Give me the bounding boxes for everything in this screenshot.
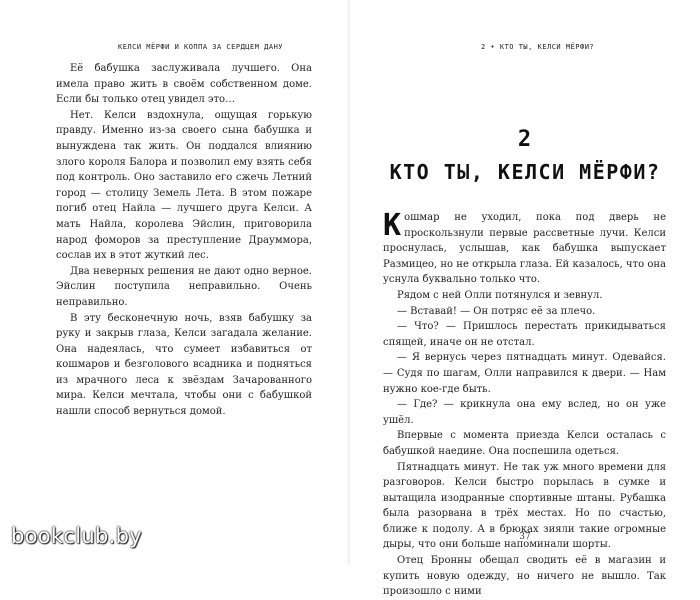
- paragraph: Нет. Келси вздохнула, ощущая горькую правду. Именно из-за своего сына бабушка и вынуждена так жить. Он поддался влиянию злого короля Балора и позволил ему взять себя под контроль. Оно заставило его сжечь Летний город — столицу Земель Лета. В этом пожаре погиб отец Найла — лучшего друга Келси. А мать Найла, королева Эйслин, приговорила народ фоморов за преступление Драуммора, сослав их в этот жуткий лес.: [56, 109, 312, 262]
- paragraph: Рядом с ней Олли потянулся и зевнул.: [397, 289, 603, 301]
- page-number: 37: [519, 532, 531, 542]
- paragraph: Два неверных решения не дают одно верное. Эйслин поступила неправильно. Очень неправильно.: [56, 265, 312, 308]
- paragraph: Пятнадцать минут. Не так уж много времени для разговоров. Келси быстро порылась в сумке и вытащила изодранные спортивные штаны. Рубашка была разорвана в трёх местах. Но по счастью, ближе к подолу. А в брюках зияли такие огромные дыры, что они больше напоминали шорты.: [383, 461, 666, 551]
- paragraph: Отец Бронны обещал сводить её в магазин и купить новую одежду, но ничего не вышло. Так произошло с ними: [383, 555, 666, 598]
- left-page: [0, 0, 350, 565]
- first-paragraph-text: ошмар не уходил, пока под дверь не проскользнули первые рассветные лучи. Келси проснулась, услышав, как бабушка выпускает Размицео, но не открыла глаза. Ей казалось, что она уснула буквально только что.: [383, 212, 666, 286]
- running-head-left: КЕЛСИ МЁРФИ И КОППА ЗА СЕРДЦЕМ ДАНУ: [118, 43, 284, 51]
- paragraph: Впервые с момента приезда Келси осталась с бабушкой наедине. Она поспешила одеться.: [383, 430, 666, 457]
- first-paragraph: [383, 210, 666, 288]
- paragraph: Её бабушка заслуживала лучшего. Она имела право жить в своём собственном доме. Если бы только отец увидел это…: [56, 63, 312, 106]
- running-head-right: 2 • КТО ТЫ, КЕЛСИ МЁРФИ?: [481, 43, 595, 51]
- paragraph: — Где? — крикнула она ему вслед, но он уже ушёл.: [383, 399, 666, 426]
- paragraph: — Что? — Пришлось перестать прикидываться спящей, иначе он не отстал.: [383, 321, 666, 348]
- paragraph: — Вставай! — Он потряс её за плечо.: [397, 305, 596, 317]
- paragraph: В эту бесконечную ночь, взяв бабушку за руку и закрыв глаза, Келси загадала желание. Она надеялась, что сумеет избавиться от кошмаров и безголового всадника и подняться из мрачного леса к звёздам Зачарованного мира. Келси мечтала, чтобы они с бабушкой нашли способ вернуться домой.: [56, 312, 312, 418]
- right-page: [350, 0, 700, 598]
- drop-cap: К: [383, 208, 402, 243]
- site-watermark: bookclub.by: [11, 524, 142, 548]
- chapter-title: КТО ТЫ, КЕЛСИ МЁРФИ?: [389, 160, 661, 184]
- paragraph: — Я вернусь через пятнадцать минут. Одевайся. — Судя по шагам, Олли направился к двери. — Нам нужно кое-где быть.: [383, 352, 666, 395]
- left-page-text: [56, 61, 312, 420]
- chapter-number: 2: [517, 127, 533, 152]
